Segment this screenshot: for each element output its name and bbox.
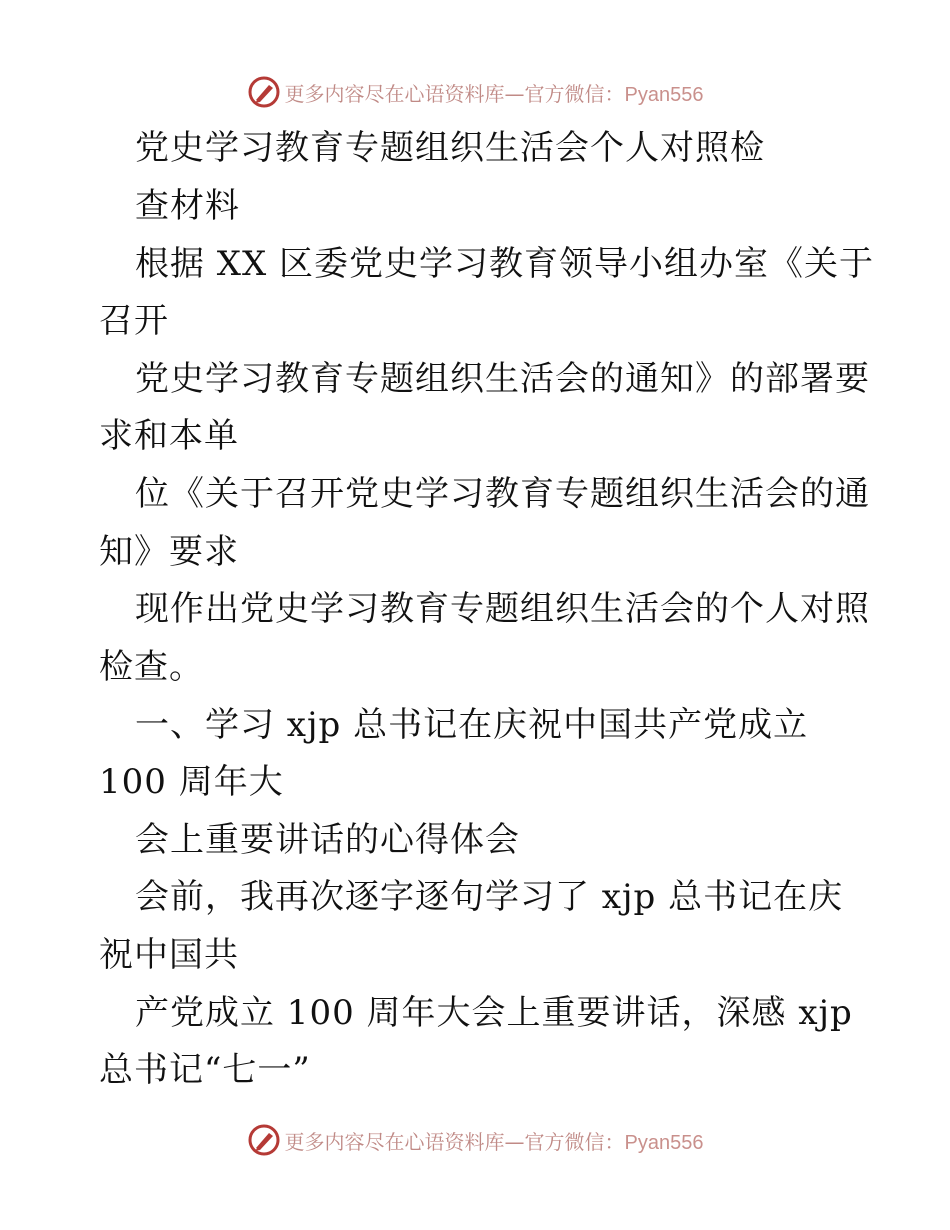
pen-logo-icon xyxy=(247,1123,281,1157)
footer-watermark-banner xyxy=(0,1120,950,1160)
doc-line: 一、学习 xjp 总书记在庆祝中国共产党成立 xyxy=(135,705,809,745)
doc-line: 根据 XX 区委党史学习教育领导小组办室《关于 xyxy=(135,244,875,284)
doc-line: 查材料 xyxy=(135,186,240,226)
doc-line: 检查。 xyxy=(99,647,204,687)
footer-banner-text: 更多内容尽在心语资料库—官方微信：Pyan556 xyxy=(284,1129,704,1154)
pen-logo-icon xyxy=(247,75,281,109)
doc-line: 召开 xyxy=(99,301,169,341)
header-banner-text: 更多内容尽在心语资料库—官方微信：Pyan556 xyxy=(284,81,704,106)
doc-line: 100 周年大 xyxy=(99,762,284,802)
doc-line: 总书记“七一” xyxy=(99,1050,311,1090)
doc-line: 会前，我再次逐字逐句学习了 xjp 总书记在庆 xyxy=(135,877,844,917)
header-watermark-banner xyxy=(0,72,950,112)
doc-line: 知》要求 xyxy=(99,532,239,572)
doc-line: 会上重要讲话的心得体会 xyxy=(135,820,520,860)
doc-line: 党史学习教育专题组织生活会的通知》的部署要 xyxy=(135,359,870,399)
doc-line: 党史学习教育专题组织生活会个人对照检 xyxy=(135,128,765,168)
doc-line: 现作出党史学习教育专题组织生活会的个人对照 xyxy=(135,589,870,629)
doc-line: 位《关于召开党史学习教育专题组织生活会的通 xyxy=(135,474,870,514)
doc-line: 求和本单 xyxy=(99,416,239,456)
doc-line: 祝中国共 xyxy=(99,935,239,975)
doc-line: 产党成立 100 周年大会上重要讲话，深感 xjp xyxy=(135,993,853,1033)
